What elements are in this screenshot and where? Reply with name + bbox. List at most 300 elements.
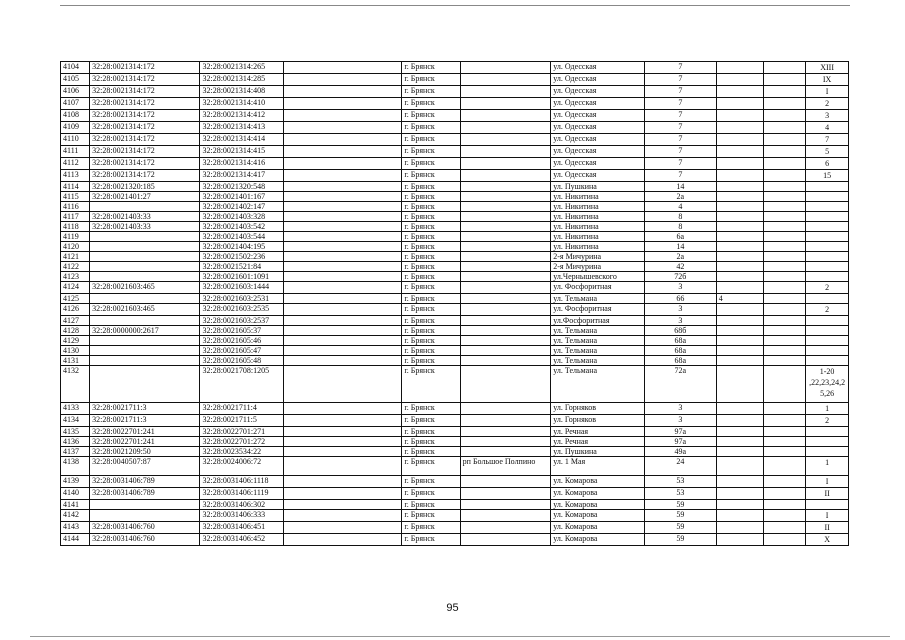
empty-cell — [283, 366, 402, 403]
building-cell — [716, 403, 763, 415]
empty-cell — [283, 510, 402, 522]
parent-cadastral-cell — [90, 242, 200, 252]
empty-cell — [283, 262, 402, 272]
row-number-cell: 4122 — [61, 262, 90, 272]
street-cell: ул. Никитина — [551, 242, 645, 252]
room-cell — [806, 222, 849, 232]
empty-cell — [283, 336, 402, 346]
row-number-cell: 4119 — [61, 232, 90, 242]
house-cell: 3 — [644, 304, 716, 316]
empty-cell — [283, 158, 402, 170]
house-cell: 53 — [644, 476, 716, 488]
room-cell — [806, 202, 849, 212]
empty-cell — [763, 316, 806, 326]
empty-cell — [763, 222, 806, 232]
empty-cell — [763, 170, 806, 182]
parent-cadastral-cell — [90, 252, 200, 262]
building-cell — [716, 232, 763, 242]
parent-cadastral-cell: 32:28:0021603:465 — [90, 282, 200, 294]
house-cell: 7 — [644, 122, 716, 134]
parent-cadastral-cell: 32:28:0031406:789 — [90, 488, 200, 500]
row-number-cell: 4110 — [61, 134, 90, 146]
building-cell — [716, 488, 763, 500]
house-cell: 7 — [644, 98, 716, 110]
parent-cadastral-cell — [90, 356, 200, 366]
cadastral-number-cell: 32:28:0021603:2535 — [200, 304, 283, 316]
cadastral-number-cell: 32:28:0021314:415 — [200, 146, 283, 158]
empty-cell — [763, 134, 806, 146]
city-cell: г. Брянск — [402, 522, 460, 534]
row-number-cell: 4128 — [61, 326, 90, 336]
street-cell: ул. Одесская — [551, 146, 645, 158]
street-cell: ул. Одесская — [551, 122, 645, 134]
row-number-cell: 4115 — [61, 192, 90, 202]
empty-cell — [283, 415, 402, 427]
settlement-cell — [460, 212, 551, 222]
cadastral-number-cell: 32:28:0021403:542 — [200, 222, 283, 232]
cadastral-number-cell: 32:28:0021314:412 — [200, 110, 283, 122]
parent-cadastral-cell: 32:28:0021320:185 — [90, 182, 200, 192]
empty-cell — [283, 232, 402, 242]
room-cell — [806, 212, 849, 222]
street-cell: ул. Пушкина — [551, 447, 645, 457]
empty-cell — [763, 146, 806, 158]
empty-cell — [283, 534, 402, 546]
building-cell — [716, 110, 763, 122]
settlement-cell — [460, 304, 551, 316]
street-cell: ул. Одесская — [551, 170, 645, 182]
cadastral-number-cell: 32:28:0021502:236 — [200, 252, 283, 262]
empty-cell — [763, 232, 806, 242]
building-cell — [716, 86, 763, 98]
city-cell: г. Брянск — [402, 272, 460, 282]
house-cell: 7 — [644, 170, 716, 182]
city-cell: г. Брянск — [402, 110, 460, 122]
settlement-cell — [460, 98, 551, 110]
table-row — [61, 427, 849, 437]
settlement-cell — [460, 262, 551, 272]
settlement-cell — [460, 158, 551, 170]
empty-cell — [763, 98, 806, 110]
empty-cell — [283, 170, 402, 182]
empty-cell — [763, 415, 806, 427]
table-row — [61, 252, 849, 262]
empty-cell — [283, 316, 402, 326]
table-row — [61, 122, 849, 134]
city-cell: г. Брянск — [402, 202, 460, 212]
empty-cell — [283, 447, 402, 457]
building-cell — [716, 272, 763, 282]
parent-cadastral-cell: 32:28:0031406:789 — [90, 476, 200, 488]
city-cell: г. Брянск — [402, 212, 460, 222]
empty-cell — [763, 476, 806, 488]
table-row — [61, 415, 849, 427]
cadastral-number-cell: 32:28:0021521:84 — [200, 262, 283, 272]
city-cell: г. Брянск — [402, 122, 460, 134]
street-cell: ул. Тельмана — [551, 346, 645, 356]
room-cell: IX — [806, 74, 849, 86]
row-number-cell: 4112 — [61, 158, 90, 170]
table-row — [61, 522, 849, 534]
table-row — [61, 336, 849, 346]
city-cell: г. Брянск — [402, 534, 460, 546]
row-number-cell: 4105 — [61, 74, 90, 86]
house-cell: 59 — [644, 500, 716, 510]
empty-cell — [283, 437, 402, 447]
cadastral-number-cell: 32:28:0021605:48 — [200, 356, 283, 366]
building-cell — [716, 415, 763, 427]
row-number-cell: 4141 — [61, 500, 90, 510]
empty-cell — [763, 86, 806, 98]
city-cell: г. Брянск — [402, 316, 460, 326]
room-cell: 1 — [806, 403, 849, 415]
building-cell — [716, 457, 763, 476]
empty-cell — [763, 336, 806, 346]
street-cell: ул. Речная — [551, 437, 645, 447]
city-cell: г. Брянск — [402, 510, 460, 522]
room-cell — [806, 336, 849, 346]
row-number-cell: 4104 — [61, 62, 90, 74]
house-cell: 7 — [644, 62, 716, 74]
street-cell: 2-я Мичурина — [551, 252, 645, 262]
cadastral-number-cell: 32:28:0021314:265 — [200, 62, 283, 74]
parent-cadastral-cell: 32:28:0022701:241 — [90, 437, 200, 447]
row-number-cell: 4117 — [61, 212, 90, 222]
room-cell: XIII — [806, 62, 849, 74]
building-cell — [716, 326, 763, 336]
table-row — [61, 356, 849, 366]
street-cell: ул. Одесская — [551, 74, 645, 86]
cadastral-number-cell: 32:28:0021708:1205 — [200, 366, 283, 403]
house-cell: 2а — [644, 252, 716, 262]
empty-cell — [283, 146, 402, 158]
street-cell: ул. Пушкина — [551, 182, 645, 192]
cadastral-number-cell: 32:28:0021401:167 — [200, 192, 283, 202]
empty-cell — [283, 192, 402, 202]
empty-cell — [283, 294, 402, 304]
city-cell: г. Брянск — [402, 437, 460, 447]
row-number-cell: 4126 — [61, 304, 90, 316]
empty-cell — [283, 182, 402, 192]
empty-cell — [763, 326, 806, 336]
building-cell — [716, 158, 763, 170]
parent-cadastral-cell — [90, 336, 200, 346]
empty-cell — [283, 62, 402, 74]
table-row — [61, 447, 849, 457]
empty-cell — [763, 122, 806, 134]
settlement-cell — [460, 366, 551, 403]
table-row — [61, 346, 849, 356]
row-number-cell: 4121 — [61, 252, 90, 262]
room-cell — [806, 437, 849, 447]
room-cell: 6 — [806, 158, 849, 170]
table-row — [61, 437, 849, 447]
street-cell: ул. Фосфоритная — [551, 282, 645, 294]
settlement-cell — [460, 134, 551, 146]
building-cell — [716, 500, 763, 510]
table-row — [61, 294, 849, 304]
empty-cell — [763, 304, 806, 316]
house-cell: 3 — [644, 415, 716, 427]
settlement-cell — [460, 316, 551, 326]
room-cell: 15 — [806, 170, 849, 182]
room-cell: X — [806, 534, 849, 546]
settlement-cell — [460, 415, 551, 427]
house-cell: 59 — [644, 534, 716, 546]
settlement-cell — [460, 336, 551, 346]
street-cell: ул. 1 Мая — [551, 457, 645, 476]
cadastral-number-cell: 32:28:0021403:544 — [200, 232, 283, 242]
cadastral-number-cell: 32:28:0021605:47 — [200, 346, 283, 356]
house-cell: 7 — [644, 110, 716, 122]
room-cell: 1-20 ,22,23,24,2 5,26 — [806, 366, 849, 403]
street-cell: ул. Комарова — [551, 476, 645, 488]
parent-cadastral-cell: 32:28:0021314:172 — [90, 86, 200, 98]
room-cell — [806, 500, 849, 510]
empty-cell — [763, 356, 806, 366]
building-cell — [716, 242, 763, 252]
top-rule — [60, 5, 850, 6]
street-cell: 2-я Мичурина — [551, 262, 645, 272]
cadastral-number-cell: 32:28:0021605:37 — [200, 326, 283, 336]
room-cell: II — [806, 488, 849, 500]
empty-cell — [283, 427, 402, 437]
building-cell — [716, 522, 763, 534]
settlement-cell — [460, 437, 551, 447]
street-cell: ул. Речная — [551, 427, 645, 437]
city-cell: г. Брянск — [402, 252, 460, 262]
row-number-cell: 4120 — [61, 242, 90, 252]
building-cell — [716, 316, 763, 326]
cadastral-number-cell: 32:28:0023534:22 — [200, 447, 283, 457]
parent-cadastral-cell: 32:28:0021403:33 — [90, 212, 200, 222]
street-cell: ул. Комарова — [551, 510, 645, 522]
table-row — [61, 272, 849, 282]
empty-cell — [763, 262, 806, 272]
cadastral-number-cell: 32:28:0021603:2531 — [200, 294, 283, 304]
empty-cell — [763, 202, 806, 212]
street-cell: ул. Комарова — [551, 488, 645, 500]
city-cell: г. Брянск — [402, 98, 460, 110]
room-cell — [806, 242, 849, 252]
settlement-cell — [460, 146, 551, 158]
empty-cell — [763, 534, 806, 546]
street-cell: ул. Комарова — [551, 522, 645, 534]
building-cell — [716, 304, 763, 316]
empty-cell — [283, 252, 402, 262]
room-cell: 2 — [806, 304, 849, 316]
table-row — [61, 222, 849, 232]
row-number-cell: 4114 — [61, 182, 90, 192]
settlement-cell — [460, 488, 551, 500]
house-cell: 6а — [644, 232, 716, 242]
building-cell — [716, 146, 763, 158]
city-cell: г. Брянск — [402, 500, 460, 510]
house-cell: 7 — [644, 134, 716, 146]
building-cell — [716, 62, 763, 74]
cadastral-number-cell: 32:28:0021601:1091 — [200, 272, 283, 282]
house-cell: 7 — [644, 86, 716, 98]
city-cell: г. Брянск — [402, 346, 460, 356]
empty-cell — [283, 304, 402, 316]
street-cell: ул.Фосфоритная — [551, 316, 645, 326]
room-cell: 1 — [806, 457, 849, 476]
empty-cell — [283, 356, 402, 366]
row-number-cell: 4118 — [61, 222, 90, 232]
table-row — [61, 534, 849, 546]
row-number-cell: 4143 — [61, 522, 90, 534]
settlement-cell — [460, 202, 551, 212]
cadastral-number-cell: 32:28:0021605:46 — [200, 336, 283, 346]
table-row — [61, 110, 849, 122]
row-number-cell: 4144 — [61, 534, 90, 546]
room-cell — [806, 232, 849, 242]
empty-cell — [283, 326, 402, 336]
empty-cell — [283, 98, 402, 110]
empty-cell — [763, 212, 806, 222]
table-row — [61, 182, 849, 192]
parent-cadastral-cell — [90, 500, 200, 510]
settlement-cell — [460, 62, 551, 74]
house-cell: 2а — [644, 192, 716, 202]
parent-cadastral-cell: 32:28:0021603:465 — [90, 304, 200, 316]
cadastral-number-cell: 32:28:0021314:414 — [200, 134, 283, 146]
settlement-cell — [460, 86, 551, 98]
row-number-cell: 4127 — [61, 316, 90, 326]
building-cell — [716, 366, 763, 403]
settlement-cell — [460, 74, 551, 86]
empty-cell — [283, 403, 402, 415]
table-row — [61, 192, 849, 202]
city-cell: г. Брянск — [402, 356, 460, 366]
building-cell — [716, 447, 763, 457]
parent-cadastral-cell: 32:28:0021711:3 — [90, 415, 200, 427]
room-cell: 7 — [806, 134, 849, 146]
parent-cadastral-cell: 32:28:0040507:87 — [90, 457, 200, 476]
row-number-cell: 4109 — [61, 122, 90, 134]
room-cell: 2 — [806, 415, 849, 427]
city-cell: г. Брянск — [402, 447, 460, 457]
row-number-cell: 4134 — [61, 415, 90, 427]
cadastral-number-cell: 32:28:0021314:413 — [200, 122, 283, 134]
empty-cell — [283, 74, 402, 86]
city-cell: г. Брянск — [402, 146, 460, 158]
room-cell — [806, 447, 849, 457]
building-cell — [716, 252, 763, 262]
row-number-cell: 4140 — [61, 488, 90, 500]
building-cell — [716, 534, 763, 546]
empty-cell — [283, 242, 402, 252]
room-cell — [806, 346, 849, 356]
empty-cell — [283, 134, 402, 146]
row-number-cell: 4133 — [61, 403, 90, 415]
street-cell: ул.Чернышевского — [551, 272, 645, 282]
table-row — [61, 170, 849, 182]
room-cell — [806, 294, 849, 304]
building-cell — [716, 222, 763, 232]
room-cell: 2 — [806, 282, 849, 294]
room-cell — [806, 272, 849, 282]
cadastral-number-cell: 32:28:0021320:548 — [200, 182, 283, 192]
building-cell — [716, 437, 763, 447]
table-row — [61, 403, 849, 415]
house-cell: 8 — [644, 212, 716, 222]
building-cell — [716, 262, 763, 272]
building-cell — [716, 202, 763, 212]
empty-cell — [763, 488, 806, 500]
table-row — [61, 304, 849, 316]
settlement-cell — [460, 510, 551, 522]
settlement-cell — [460, 232, 551, 242]
street-cell: ул. Комарова — [551, 534, 645, 546]
room-cell: 4 — [806, 122, 849, 134]
parent-cadastral-cell: 32:28:0000000:2617 — [90, 326, 200, 336]
street-cell: ул. Тельмана — [551, 294, 645, 304]
empty-cell — [763, 62, 806, 74]
street-cell: ул. Фосфоритная — [551, 304, 645, 316]
room-cell — [806, 356, 849, 366]
settlement-cell: рп Большое Полпино — [460, 457, 551, 476]
cadastral-number-cell: 32:28:0031406:1118 — [200, 476, 283, 488]
building-cell — [716, 122, 763, 134]
row-number-cell: 4106 — [61, 86, 90, 98]
street-cell: ул. Тельмана — [551, 336, 645, 346]
settlement-cell — [460, 170, 551, 182]
parent-cadastral-cell: 32:28:0021314:172 — [90, 122, 200, 134]
city-cell: г. Брянск — [402, 182, 460, 192]
city-cell: г. Брянск — [402, 282, 460, 294]
street-cell: ул. Никитина — [551, 222, 645, 232]
row-number-cell: 4116 — [61, 202, 90, 212]
cadastral-number-cell: 32:28:0031406:451 — [200, 522, 283, 534]
street-cell: ул. Никитина — [551, 202, 645, 212]
city-cell: г. Брянск — [402, 457, 460, 476]
parent-cadastral-cell — [90, 510, 200, 522]
parent-cadastral-cell: 32:28:0021314:172 — [90, 146, 200, 158]
row-number-cell: 4108 — [61, 110, 90, 122]
street-cell: ул. Одесская — [551, 62, 645, 74]
street-cell: ул. Тельмана — [551, 356, 645, 366]
row-number-cell: 4136 — [61, 437, 90, 447]
room-cell — [806, 316, 849, 326]
building-cell — [716, 356, 763, 366]
parent-cadastral-cell: 32:28:0021401:27 — [90, 192, 200, 202]
house-cell: 49а — [644, 447, 716, 457]
settlement-cell — [460, 272, 551, 282]
building-cell — [716, 212, 763, 222]
parent-cadastral-cell: 32:28:0031406:760 — [90, 534, 200, 546]
city-cell: г. Брянск — [402, 134, 460, 146]
street-cell: ул. Никитина — [551, 232, 645, 242]
empty-cell — [763, 437, 806, 447]
empty-cell — [763, 294, 806, 304]
empty-cell — [283, 122, 402, 134]
settlement-cell — [460, 522, 551, 534]
house-cell: 66 — [644, 294, 716, 304]
house-cell: 97а — [644, 427, 716, 437]
street-cell: ул. Комарова — [551, 500, 645, 510]
cadastral-number-cell: 32:28:0021711:4 — [200, 403, 283, 415]
cadastral-number-cell: 32:28:0021314:408 — [200, 86, 283, 98]
page-number: 95 — [446, 602, 459, 614]
cadastral-number-cell: 32:28:0031406:1119 — [200, 488, 283, 500]
building-cell — [716, 192, 763, 202]
empty-cell — [763, 522, 806, 534]
parent-cadastral-cell: 32:28:0021711:3 — [90, 403, 200, 415]
row-number-cell: 4138 — [61, 457, 90, 476]
empty-cell — [763, 403, 806, 415]
house-cell: 8 — [644, 222, 716, 232]
